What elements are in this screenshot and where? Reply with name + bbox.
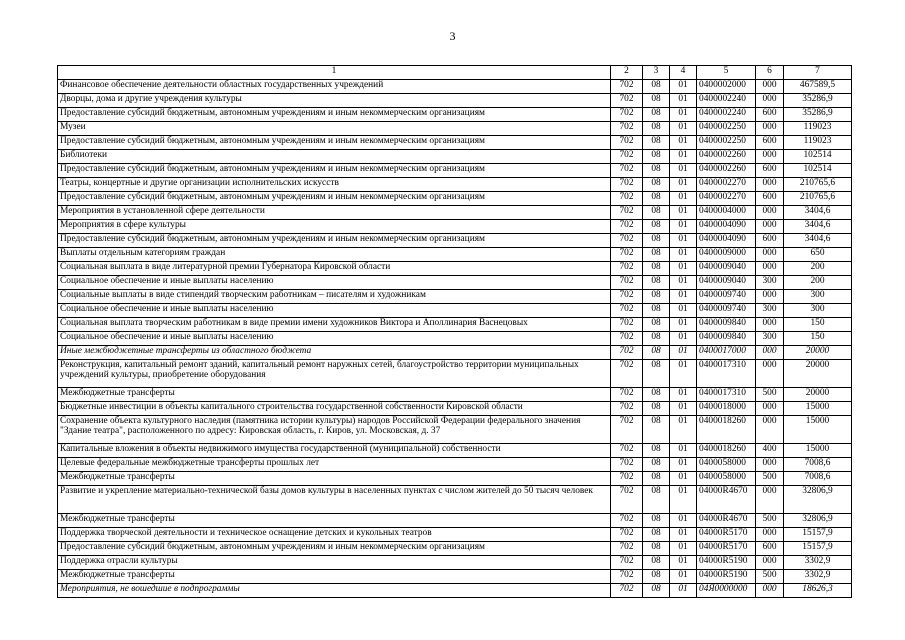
cell-ministry: 702 [611,206,643,220]
cell-name: Выплаты отдельным категориям граждан [58,248,611,262]
table-row [58,220,852,234]
cell-ministry: 702 [611,234,643,248]
cell-expense-type: 600 [756,108,784,122]
cell-target-article: 04000R5190 [697,570,756,584]
cell-expense-type: 000 [756,290,784,304]
cell-subsection: 01 [670,416,697,444]
table-row [58,514,852,528]
cell-amount: 3302,9 [784,556,852,570]
cell-expense-type: 600 [756,542,784,556]
cell-subsection: 01 [670,136,697,150]
cell-amount: 7008,6 [784,472,852,486]
cell-subsection: 01 [670,332,697,346]
cell-name: Бюджетные инвестиции в объекты капитального строительства государственной собственности Кировской области [58,402,611,416]
cell-section: 08 [643,332,670,346]
cell-target-article: 0400002270 [697,192,756,206]
cell-ministry: 702 [611,178,643,192]
cell-target-article: 0400002270 [697,178,756,192]
cell-target-article: 0400002000 [697,80,756,94]
cell-target-article: 0400009000 [697,248,756,262]
cell-target-article: 0400002250 [697,136,756,150]
cell-subsection: 01 [670,458,697,472]
cell-name: Социальное обеспечение и иные выплаты населению [58,276,611,290]
cell-section: 08 [643,220,670,234]
cell-target-article: 0400004090 [697,234,756,248]
cell-subsection: 01 [670,402,697,416]
cell-ministry: 702 [611,164,643,178]
table-row [58,556,852,570]
table-row [58,150,852,164]
cell-amount: 3404,6 [784,206,852,220]
cell-amount: 15000 [784,444,852,458]
cell-section: 08 [643,542,670,556]
cell-amount: 3404,6 [784,234,852,248]
cell-subsection: 01 [670,388,697,402]
cell-name: Дворцы, дома и другие учреждения культуры [58,94,611,108]
cell-expense-type: 000 [756,486,784,514]
cell-target-article: 04Я0000000 [697,584,756,598]
table-row [58,192,852,206]
cell-target-article: 0400018260 [697,416,756,444]
cell-ministry: 702 [611,528,643,542]
cell-ministry: 702 [611,318,643,332]
table-row [58,486,852,514]
cell-amount: 32806,9 [784,486,852,514]
cell-amount: 150 [784,332,852,346]
cell-expense-type: 500 [756,388,784,402]
cell-ministry: 702 [611,332,643,346]
cell-section: 08 [643,276,670,290]
cell-name: Социальная выплата в виде литературной премии Губернатора Кировской области [58,262,611,276]
cell-name: Развитие и укрепление материально-технической базы домов культуры в населенных пунктах с числом жителей до 50 тысяч человек [58,486,611,514]
cell-subsection: 01 [670,360,697,388]
cell-amount: 15000 [784,416,852,444]
cell-section: 08 [643,528,670,542]
cell-name: Капитальные вложения в объекты недвижимого имущества государственной (муниципальной) собственности [58,444,611,458]
cell-amount: 3302,9 [784,570,852,584]
cell-section: 08 [643,402,670,416]
cell-ministry: 702 [611,514,643,528]
cell-target-article: 0400017310 [697,360,756,388]
table-row [58,276,852,290]
cell-target-article: 0400004000 [697,206,756,220]
cell-amount: 200 [784,276,852,290]
table-row [58,570,852,584]
cell-subsection: 01 [670,262,697,276]
cell-target-article: 0400058000 [697,472,756,486]
table-row [58,472,852,486]
cell-target-article: 0400058000 [697,458,756,472]
cell-target-article: 0400009840 [697,318,756,332]
cell-amount: 32806,9 [784,514,852,528]
cell-name: Иные межбюджетные трансферты из областного бюджета [58,346,611,360]
cell-ministry: 702 [611,556,643,570]
cell-section: 08 [643,444,670,458]
cell-amount: 7008,6 [784,458,852,472]
cell-target-article: 0400009740 [697,304,756,318]
table-row [58,542,852,556]
cell-ministry: 702 [611,220,643,234]
page-number: 3 [449,29,456,43]
cell-subsection: 01 [670,220,697,234]
table-row [58,164,852,178]
cell-target-article: 04000R5170 [697,542,756,556]
table-row [58,136,852,150]
cell-amount: 3404,6 [784,220,852,234]
cell-name: Сохранение объекта культурного наследия (памятника истории культуры) народов Российской Федерации федерального значения "Здание театра", расположенного по адресу: Кировская область, г. Киров, ул. Московская, д. 37 [58,416,611,444]
cell-name: Целевые федеральные межбюджетные трансферты прошлых лет [58,458,611,472]
cell-name: Межбюджетные трансферты [58,570,611,584]
cell-name: Предоставление субсидий бюджетным, автономным учреждениям и иным некоммерческим организациям [58,234,611,248]
table-row [58,94,852,108]
cell-subsection: 01 [670,290,697,304]
cell-target-article: 04000R5170 [697,528,756,542]
cell-target-article: 0400009840 [697,332,756,346]
cell-name: Поддержка отрасли культуры [58,556,611,570]
cell-subsection: 01 [670,80,697,94]
cell-section: 08 [643,122,670,136]
cell-name: Социальные выплаты в виде стипендий творческим работникам – писателям и художникам [58,290,611,304]
cell-expense-type: 000 [756,80,784,94]
cell-ministry: 702 [611,472,643,486]
cell-name: Межбюджетные трансферты [58,514,611,528]
cell-name: Предоставление субсидий бюджетным, автономным учреждениям и иным некоммерческим организациям [58,164,611,178]
cell-ministry: 702 [611,346,643,360]
cell-target-article: 0400002250 [697,122,756,136]
cell-expense-type: 600 [756,164,784,178]
cell-amount: 20000 [784,360,852,388]
cell-section: 08 [643,346,670,360]
cell-amount: 300 [784,304,852,318]
cell-expense-type: 600 [756,192,784,206]
cell-expense-type: 000 [756,122,784,136]
cell-subsection: 01 [670,164,697,178]
cell-expense-type: 000 [756,584,784,598]
cell-section: 08 [643,192,670,206]
cell-ministry: 702 [611,584,643,598]
cell-section: 08 [643,80,670,94]
cell-target-article: 0400009040 [697,262,756,276]
table-row [58,388,852,402]
cell-subsection: 01 [670,486,697,514]
cell-subsection: 01 [670,528,697,542]
cell-ministry: 702 [611,402,643,416]
table-row [58,178,852,192]
cell-section: 08 [643,136,670,150]
cell-section: 08 [643,290,670,304]
cell-name: Мероприятия в сфере культуры [58,220,611,234]
cell-expense-type: 500 [756,472,784,486]
cell-ministry: 702 [611,290,643,304]
budget-table [57,65,852,598]
header-col-6: 6 [756,66,784,80]
cell-target-article: 0400017310 [697,388,756,402]
cell-subsection: 01 [670,108,697,122]
cell-ministry: 702 [611,94,643,108]
table-row [58,318,852,332]
cell-amount: 15157,9 [784,542,852,556]
cell-amount: 35286,9 [784,108,852,122]
cell-subsection: 01 [670,276,697,290]
cell-expense-type: 000 [756,402,784,416]
cell-expense-type: 600 [756,234,784,248]
cell-ministry: 702 [611,192,643,206]
cell-expense-type: 000 [756,346,784,360]
cell-ministry: 702 [611,570,643,584]
cell-target-article: 0400009740 [697,290,756,304]
cell-ministry: 702 [611,416,643,444]
cell-amount: 15157,9 [784,528,852,542]
cell-name: Мероприятия в установленной сфере деятельности [58,206,611,220]
cell-subsection: 01 [670,556,697,570]
cell-target-article: 0400002260 [697,150,756,164]
cell-section: 08 [643,234,670,248]
cell-target-article: 04000R4670 [697,514,756,528]
table-row [58,304,852,318]
cell-expense-type: 000 [756,556,784,570]
cell-subsection: 01 [670,94,697,108]
cell-name: Межбюджетные трансферты [58,388,611,402]
table-row [58,234,852,248]
cell-target-article: 0400002240 [697,94,756,108]
cell-name: Реконструкция, капитальный ремонт зданий, капитальный ремонт наружных сетей, благоустройство территории муниципальных учреждений культуры, приобретение оборудования [58,360,611,388]
cell-amount: 102514 [784,150,852,164]
table-row [58,122,852,136]
cell-section: 08 [643,150,670,164]
cell-ministry: 702 [611,542,643,556]
cell-expense-type: 000 [756,94,784,108]
cell-subsection: 01 [670,206,697,220]
cell-target-article: 0400009040 [697,276,756,290]
cell-expense-type: 300 [756,304,784,318]
header-col-1: 1 [58,66,611,80]
cell-amount: 300 [784,290,852,304]
header-col-2: 2 [611,66,643,80]
cell-section: 08 [643,206,670,220]
cell-ministry: 702 [611,248,643,262]
cell-expense-type: 000 [756,318,784,332]
cell-name: Социальное обеспечение и иные выплаты населению [58,332,611,346]
cell-section: 08 [643,304,670,318]
cell-name: Предоставление субсидий бюджетным, автономным учреждениям и иным некоммерческим организациям [58,542,611,556]
cell-amount: 200 [784,262,852,276]
cell-expense-type: 000 [756,458,784,472]
cell-target-article: 0400004090 [697,220,756,234]
cell-expense-type: 300 [756,276,784,290]
cell-target-article: 0400002260 [697,164,756,178]
header-col-7: 7 [784,66,852,80]
cell-expense-type: 000 [756,416,784,444]
cell-ministry: 702 [611,136,643,150]
cell-name: Музеи [58,122,611,136]
cell-section: 08 [643,584,670,598]
cell-ministry: 702 [611,388,643,402]
cell-expense-type: 000 [756,150,784,164]
cell-expense-type: 600 [756,136,784,150]
cell-section: 08 [643,248,670,262]
table-row [58,528,852,542]
table-row [58,206,852,220]
cell-ministry: 702 [611,276,643,290]
cell-subsection: 01 [670,318,697,332]
cell-name: Предоставление субсидий бюджетным, автономным учреждениям и иным некоммерческим организациям [58,192,611,206]
cell-section: 08 [643,178,670,192]
cell-section: 08 [643,262,670,276]
cell-amount: 20000 [784,388,852,402]
cell-expense-type: 300 [756,332,784,346]
cell-ministry: 702 [611,80,643,94]
cell-subsection: 01 [670,514,697,528]
cell-name: Финансовое обеспечение деятельности областных государственных учреждений [58,80,611,94]
cell-ministry: 702 [611,360,643,388]
cell-subsection: 01 [670,584,697,598]
cell-section: 08 [643,108,670,122]
cell-amount: 150 [784,318,852,332]
cell-ministry: 702 [611,458,643,472]
table-row [58,416,852,444]
cell-subsection: 01 [670,444,697,458]
cell-amount: 119023 [784,122,852,136]
cell-ministry: 702 [611,108,643,122]
cell-expense-type: 000 [756,206,784,220]
cell-amount: 20000 [784,346,852,360]
cell-subsection: 01 [670,192,697,206]
cell-amount: 650 [784,248,852,262]
cell-section: 08 [643,94,670,108]
cell-expense-type: 000 [756,220,784,234]
header-col-5: 5 [697,66,756,80]
cell-expense-type: 000 [756,528,784,542]
cell-section: 08 [643,458,670,472]
cell-expense-type: 000 [756,262,784,276]
cell-amount: 15000 [784,402,852,416]
table-row [58,584,852,598]
cell-ministry: 702 [611,486,643,514]
cell-subsection: 01 [670,304,697,318]
cell-amount: 210765,6 [784,178,852,192]
cell-expense-type: 500 [756,514,784,528]
cell-expense-type: 500 [756,570,784,584]
cell-target-article: 04000R4670 [697,486,756,514]
cell-section: 08 [643,514,670,528]
cell-amount: 119023 [784,136,852,150]
cell-amount: 18626,3 [784,584,852,598]
cell-name: Мероприятия, не вошедшие в подпрограммы [58,584,611,598]
cell-subsection: 01 [670,150,697,164]
cell-ministry: 702 [611,304,643,318]
table-row [58,108,852,122]
cell-amount: 467589,5 [784,80,852,94]
cell-amount: 102514 [784,164,852,178]
cell-subsection: 01 [670,472,697,486]
table-row [58,80,852,94]
cell-section: 08 [643,472,670,486]
cell-ministry: 702 [611,262,643,276]
cell-expense-type: 000 [756,248,784,262]
cell-name: Социальное обеспечение и иные выплаты населению [58,304,611,318]
table-row [58,458,852,472]
table-row [58,360,852,388]
header-col-4: 4 [670,66,697,80]
cell-subsection: 01 [670,248,697,262]
cell-target-article: 0400017000 [697,346,756,360]
table-body [58,80,852,598]
cell-subsection: 01 [670,234,697,248]
table-row [58,262,852,276]
cell-name: Предоставление субсидий бюджетным, автономным учреждениям и иным некоммерческим организациям [58,108,611,122]
cell-ministry: 702 [611,444,643,458]
cell-name: Социальная выплата творческим работникам в виде премии имени художников Виктора и Аполлинария Васнецовых [58,318,611,332]
cell-name: Предоставление субсидий бюджетным, автономным учреждениям и иным некоммерческим организациям [58,136,611,150]
cell-ministry: 702 [611,150,643,164]
cell-amount: 210765,6 [784,192,852,206]
cell-expense-type: 000 [756,360,784,388]
cell-amount: 35286,9 [784,94,852,108]
cell-section: 08 [643,388,670,402]
cell-subsection: 01 [670,122,697,136]
cell-name: Межбюджетные трансферты [58,472,611,486]
cell-name: Театры, концертные и другие организации исполнительских искусств [58,178,611,192]
table-row [58,346,852,360]
cell-target-article: 0400002240 [697,108,756,122]
cell-section: 08 [643,486,670,514]
header-col-3: 3 [643,66,670,80]
table-row [58,290,852,304]
cell-section: 08 [643,318,670,332]
table-row [58,444,852,458]
cell-expense-type: 000 [756,178,784,192]
cell-name: Поддержка творческой деятельности и техническое оснащение детских и кукольных театров [58,528,611,542]
cell-expense-type: 400 [756,444,784,458]
cell-section: 08 [643,416,670,444]
cell-section: 08 [643,556,670,570]
cell-target-article: 0400018000 [697,402,756,416]
cell-subsection: 01 [670,178,697,192]
cell-section: 08 [643,360,670,388]
cell-subsection: 01 [670,542,697,556]
table-row [58,248,852,262]
cell-subsection: 01 [670,570,697,584]
cell-name: Библиотеки [58,150,611,164]
cell-subsection: 01 [670,346,697,360]
table-header-row [58,66,852,80]
table-row [58,402,852,416]
cell-section: 08 [643,164,670,178]
cell-section: 08 [643,570,670,584]
table-row [58,332,852,346]
cell-target-article: 04000R5190 [697,556,756,570]
cell-target-article: 0400018260 [697,444,756,458]
cell-ministry: 702 [611,122,643,136]
